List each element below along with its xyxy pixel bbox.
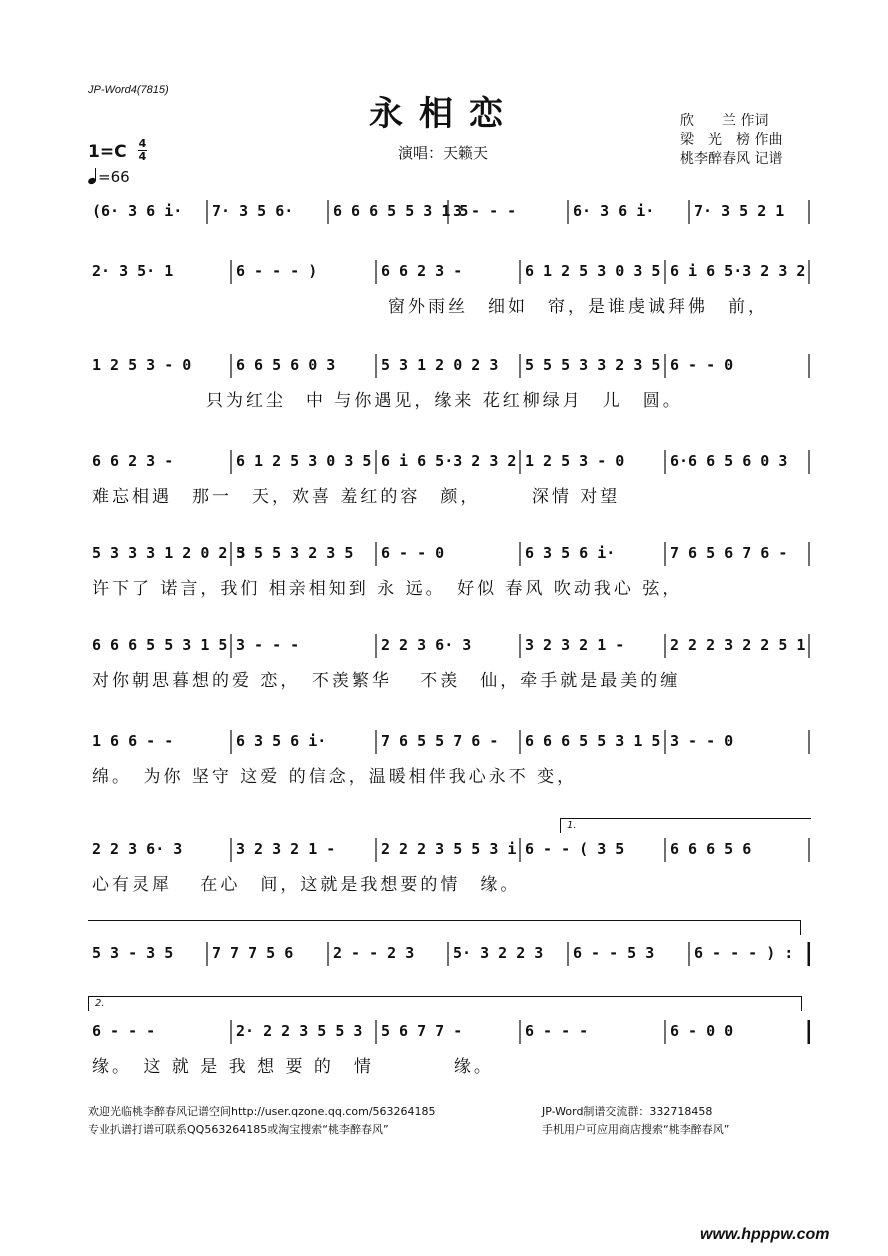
lyric-line: 许下了 诺言，我们 相亲相知到 永 远。 好似 春风 吹动我心 弦，	[92, 579, 683, 599]
tempo-marking	[88, 168, 130, 186]
measure: 6 6 2 3 -	[92, 452, 174, 470]
score-system	[88, 632, 810, 691]
lyric-line: 心有灵犀 在心 间，这就是我想要的情 缘。	[92, 875, 521, 895]
measure: 2 2 3 6· 3	[381, 636, 472, 654]
measure: 3 2 3 2 1 -	[236, 840, 336, 858]
tempo-value: =66	[98, 168, 130, 186]
lyric-line: 难忘相遇 那一 天，欢喜 羞红的容 颜， 深情 对望	[92, 487, 621, 507]
measure: 6 - 0 0	[670, 1022, 734, 1040]
measure: 6 1 2 5 3 0 3 5	[525, 262, 661, 280]
measure: 2· 2 2 3 5 5 3	[236, 1022, 363, 1040]
song-title: 永相恋	[369, 94, 519, 134]
measure: 6 6 6 5 5 3 1 5	[525, 732, 661, 750]
measure: 1 6 6 - -	[92, 732, 174, 750]
second-ending-label: 2.	[95, 998, 105, 1009]
measure: 6 i 6 5·3 2 3 2	[381, 452, 517, 470]
measure: 6 3 5 6 i·	[236, 732, 327, 750]
measure: 6·6 6 5 6 0 3	[670, 452, 788, 470]
composer-credit: 梁 光 榜 作曲	[680, 132, 783, 148]
first-ending-label: 1.	[567, 820, 577, 831]
measure: 6 3 5 6 i·	[525, 544, 616, 562]
measure: 6 6 6 5 5 3 1 5	[92, 636, 228, 654]
measure: 6 6 6 5 5 3 1 5	[333, 202, 469, 220]
lyric-line: 窗外雨丝 细如 帘，是谁虔诚拜佛 前，	[388, 297, 768, 317]
measure: 5 5 5 3 3 2 3 5	[525, 356, 661, 374]
measure: 2 2 2 3 5 5 3 i	[381, 840, 517, 858]
score-system	[88, 448, 810, 507]
time-top: 4	[138, 137, 147, 150]
lyric-line: 缘。 这 就 是 我 想 要 的 情 缘。	[92, 1057, 494, 1077]
measure: 7 6 5 6 7 6 -	[670, 544, 788, 562]
lyric-line: 绵。 为你 坚守 这爱 的信念，温暖相伴我心永不 变，	[92, 767, 578, 787]
source-label: JP-Word4(7815)	[88, 84, 169, 96]
measure: 6 6 5 6 0 3	[236, 356, 336, 374]
measure: 2 2 2 3 2 2 5 1	[670, 636, 806, 654]
measure: 2 - - 2 3	[333, 944, 415, 962]
score-system	[88, 540, 810, 599]
measure: 5 6 7 7 -	[381, 1022, 463, 1040]
second-ending-bracket	[88, 996, 802, 1011]
measure: (6· 3 6 i·	[92, 202, 183, 220]
lyric-line: 对你朝思暮想的爱 恋， 不羡繁华 不羡 仙，牵手就是最美的缠	[92, 671, 681, 691]
measure: 7 7 7 5 6	[212, 944, 294, 962]
measure: 3 2 3 2 1 -	[525, 636, 625, 654]
score-system	[88, 198, 810, 230]
measure: 5 5 5 3 2 3 5	[236, 544, 354, 562]
measure: 6 - - ( 3 5	[525, 840, 625, 858]
time-signature	[138, 139, 147, 162]
measure: 6 1 2 5 3 0 3 5	[236, 452, 372, 470]
measure: 1 2 5 3 - 0	[525, 452, 625, 470]
measure: 5 3 3 3 1 2 0 2 3	[92, 544, 246, 562]
first-ending-bracket-cont	[88, 920, 801, 935]
time-bottom: 4	[138, 150, 147, 163]
measure: 1 2 5 3 - 0	[92, 356, 192, 374]
footer-line1-left: 欢迎光临桃李醉春风记谱空间http://user.qzone.qq.com/563264185	[88, 1105, 436, 1118]
measure: 6 - - 0	[670, 356, 734, 374]
measure: 6 - - -	[525, 1022, 589, 1040]
measure: 7· 3 5 2 1	[694, 202, 785, 220]
site-watermark: www.hpppw.com	[700, 1226, 830, 1243]
measure: 7· 3 5 6·	[212, 202, 294, 220]
footer-line1-right: JP-Word制谱交流群：332718458	[542, 1105, 713, 1118]
footer-line2-left: 专业扒谱打谱可联系QQ563264185或淘宝搜索“桃李醉春风”	[88, 1123, 389, 1136]
transcriber-credit: 桃李醉春风 记谱	[680, 151, 783, 167]
measure: 2 2 3 6· 3	[92, 840, 183, 858]
first-ending-bracket	[560, 818, 811, 833]
measure: 3 - - 0	[670, 732, 734, 750]
measure: 6 - - 5 3	[573, 944, 655, 962]
score-system	[88, 1018, 810, 1077]
singer-label: 演唱：天籁天	[398, 144, 489, 162]
measure: 6 - - - ) :	[694, 944, 794, 962]
key-signature: 1=C	[88, 142, 127, 162]
quarter-note-icon	[88, 168, 96, 184]
measure: 3 - - -	[236, 636, 300, 654]
footer-line2-right: 手机用户可应用商店搜索“桃李醉春风”	[542, 1123, 730, 1136]
measure: 5 3 - 3 5	[92, 944, 174, 962]
measure: 6 - - 0	[381, 544, 445, 562]
measure: 6 - - - )	[236, 262, 318, 280]
score-system	[88, 352, 810, 411]
measure: 2· 3 5· 1	[92, 262, 174, 280]
measure: 6 6 6 5 6	[670, 840, 752, 858]
measure: 6 6 2 3 -	[381, 262, 463, 280]
measure: 7 6 5 5 7 6 -	[381, 732, 499, 750]
measure: 6· 3 6 i·	[573, 202, 655, 220]
measure: 5 3 1 2 0 2 3	[381, 356, 499, 374]
measure: 5· 3 2 2 3	[453, 944, 544, 962]
score-system	[88, 836, 810, 895]
measure: 6 i 6 5·3 2 3 2	[670, 262, 806, 280]
score-system	[88, 258, 810, 317]
credits	[680, 112, 804, 169]
lyric-line: 只为红尘 中 与你遇见，缘来 花红柳绿月 儿 圆。	[206, 391, 683, 411]
score-system	[88, 940, 810, 972]
measure: 6 - - -	[92, 1022, 156, 1040]
lyricist-credit: 欣 兰 作词	[680, 113, 769, 129]
score-system	[88, 728, 810, 787]
measure: 3 - - -	[453, 202, 517, 220]
